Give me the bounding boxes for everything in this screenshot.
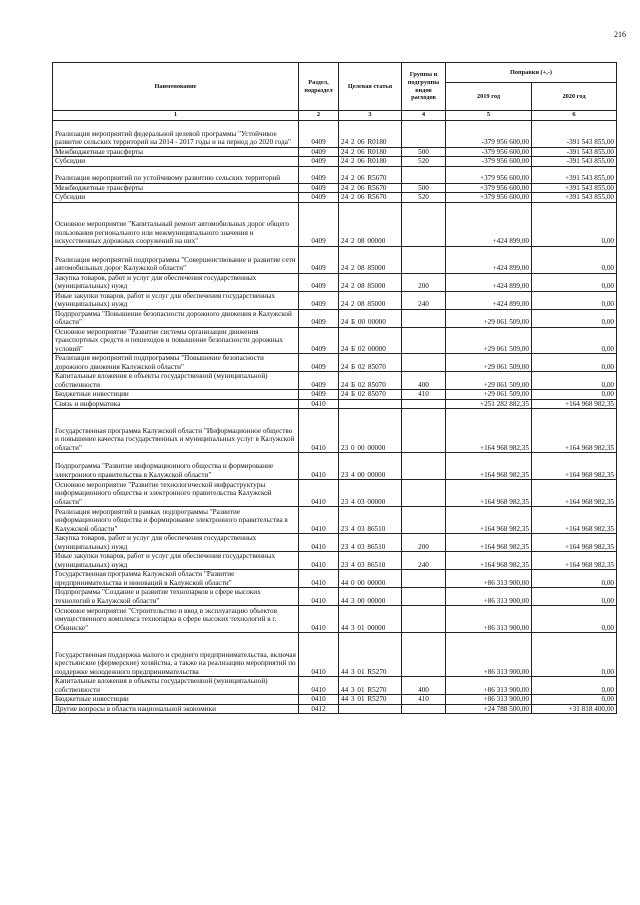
table-row — [53, 183, 617, 193]
row-amount-2019: +164 968 982,35 — [446, 534, 532, 552]
row-target-article: 24 2 08 00000 — [339, 202, 402, 246]
header-year-2019: 2019 год — [446, 83, 532, 111]
row-amount-2020: 0,00 — [532, 677, 617, 695]
row-target-article: 44 3 01 R5270 — [339, 633, 402, 677]
row-name: Государственная поддержка малого и среднего предпринимательства, включая крестьянские (фермерские) хозяйства, а также на реализацию мероприятий по поддержке молодежного предпринимательства — [53, 633, 299, 677]
row-name: Капитальные вложения в объекты государственной (муниципальной) собственности — [53, 677, 299, 695]
table-row — [53, 507, 617, 534]
row-amount-2019: +29 061 509,00 — [446, 309, 532, 327]
row-expense-type: 200 — [402, 534, 446, 552]
row-expense-type: 500 — [402, 147, 446, 157]
table-row — [53, 291, 617, 309]
column-number: 6 — [532, 111, 617, 121]
row-target-article: 23 0 00 00000 — [339, 409, 402, 453]
row-amount-2020: 0,00 — [532, 372, 617, 390]
row-target-article: 23 4 03 86510 — [339, 507, 402, 534]
row-amount-2020: +391 543 855,00 — [532, 183, 617, 193]
row-target-article: 24 2 08 85000 — [339, 273, 402, 291]
row-name: Реализация мероприятий по устойчивому развитию сельских территорий — [53, 166, 299, 183]
header-amendments: Поправки (+,-) — [446, 63, 617, 83]
row-expense-type — [402, 704, 446, 714]
row-expense-type — [402, 409, 446, 453]
table-row — [53, 399, 617, 409]
row-amount-2020: -391 543 855,00 — [532, 120, 617, 147]
row-amount-2019: +29 061 509,00 — [446, 372, 532, 390]
row-name: Основное мероприятие "Развитие технологической инфраструктуры информационного общества и электронного правительства Калужской области" — [53, 480, 299, 507]
row-section: 0409 — [299, 354, 339, 372]
row-expense-type — [402, 399, 446, 409]
table-row — [53, 534, 617, 552]
row-target-article: 44 3 01 00000 — [339, 606, 402, 633]
row-expense-type — [402, 606, 446, 633]
row-section: 0410 — [299, 552, 339, 570]
header-section: Раздел, подраздел — [299, 63, 339, 111]
row-name: Другие вопросы в области национальной экономики — [53, 704, 299, 714]
row-amount-2019: +86 313 900,00 — [446, 695, 532, 705]
row-amount-2019: -379 956 600,00 — [446, 120, 532, 147]
row-target-article: 44 0 00 00000 — [339, 570, 402, 588]
row-section: 0409 — [299, 309, 339, 327]
row-name: Иные закупки товаров, работ и услуг для обеспечения государственных (муниципальных) нужд — [53, 552, 299, 570]
row-section: 0409 — [299, 273, 339, 291]
row-section: 0410 — [299, 570, 339, 588]
row-name: Бюджетные инвестиции — [53, 390, 299, 400]
row-amount-2020: +164 968 982,35 — [532, 409, 617, 453]
row-section: 0409 — [299, 157, 339, 167]
row-target-article: 24 Б 02 85070 — [339, 354, 402, 372]
row-target-article: 24 Б 02 85070 — [339, 390, 402, 400]
row-name: Связь и информатика — [53, 399, 299, 409]
row-target-article: 23 4 00 00000 — [339, 453, 402, 480]
table-row — [53, 390, 617, 400]
row-amount-2020: +164 968 982,35 — [532, 534, 617, 552]
row-section: 0409 — [299, 202, 339, 246]
row-section: 0410 — [299, 453, 339, 480]
row-section: 0410 — [299, 534, 339, 552]
table-row — [53, 193, 617, 203]
row-amount-2020: +164 968 982,35 — [532, 507, 617, 534]
row-target-article: 24 2 06 R5670 — [339, 166, 402, 183]
row-name: Субсидии — [53, 157, 299, 167]
row-amount-2019: +86 313 900,00 — [446, 570, 532, 588]
row-target-article: 23 4 03 86510 — [339, 552, 402, 570]
row-target-article: 24 2 06 R0180 — [339, 120, 402, 147]
row-expense-type: 520 — [402, 157, 446, 167]
row-target-article: 24 2 06 R0180 — [339, 147, 402, 157]
row-amount-2019: +29 061 509,00 — [446, 327, 532, 354]
row-amount-2020: 0,00 — [532, 633, 617, 677]
row-amount-2019: +29 061 509,00 — [446, 354, 532, 372]
row-section: 0409 — [299, 291, 339, 309]
row-amount-2020: 0,00 — [532, 273, 617, 291]
row-expense-type: 520 — [402, 193, 446, 203]
row-amount-2019: +379 956 600,00 — [446, 193, 532, 203]
row-amount-2019: +86 313 900,00 — [446, 606, 532, 633]
table-row — [53, 147, 617, 157]
row-amount-2020: 0,00 — [532, 246, 617, 273]
row-amount-2020: 0,00 — [532, 309, 617, 327]
table-row — [53, 704, 617, 714]
row-name: Реализация мероприятий подпрограммы "Совершенствование и развитие сети автомобильных дорог Калужской области" — [53, 246, 299, 273]
row-target-article: 24 Б 02 00000 — [339, 327, 402, 354]
row-section: 0412 — [299, 704, 339, 714]
row-expense-type: 240 — [402, 552, 446, 570]
row-section: 0410 — [299, 480, 339, 507]
row-expense-type: 240 — [402, 291, 446, 309]
column-number: 5 — [446, 111, 532, 121]
row-amount-2019: -379 956 600,00 — [446, 147, 532, 157]
row-amount-2020: 0,00 — [532, 291, 617, 309]
row-name: Закупка товаров, работ и услуг для обеспечения государственных (муниципальных) нужд — [53, 273, 299, 291]
row-target-article: 23 4 03 00000 — [339, 480, 402, 507]
row-name: Реализация мероприятий федеральной целевой программы "Устойчивое развитие сельских территорий на 2014 - 2017 годы и на период до 2020 года" — [53, 120, 299, 147]
row-section: 0409 — [299, 372, 339, 390]
row-name: Реализация мероприятий подпрограммы "Повышение безопасности дорожного движения Калужской области" — [53, 354, 299, 372]
row-amount-2020: +391 543 855,00 — [532, 193, 617, 203]
row-target-article: 24 Б 00 00000 — [339, 309, 402, 327]
column-number: 1 — [53, 111, 299, 121]
row-expense-type: 200 — [402, 273, 446, 291]
table-row — [53, 480, 617, 507]
row-amount-2019: +164 968 982,35 — [446, 552, 532, 570]
table-row — [53, 246, 617, 273]
row-section: 0409 — [299, 193, 339, 203]
row-name: Закупка товаров, работ и услуг для обеспечения государственных (муниципальных) нужд — [53, 534, 299, 552]
table-row — [53, 453, 617, 480]
header-name: Наименование — [53, 63, 299, 111]
table-row — [53, 633, 617, 677]
row-amount-2019: +86 313 900,00 — [446, 677, 532, 695]
row-amount-2020: 0,00 — [532, 606, 617, 633]
table-row — [53, 570, 617, 588]
row-amount-2019: +251 282 882,35 — [446, 399, 532, 409]
row-expense-type: 410 — [402, 390, 446, 400]
row-expense-type — [402, 480, 446, 507]
row-name: Межбюджетные трансферты — [53, 183, 299, 193]
row-expense-type — [402, 354, 446, 372]
row-section: 0409 — [299, 390, 339, 400]
row-amount-2019: +424 899,00 — [446, 246, 532, 273]
row-section: 0410 — [299, 677, 339, 695]
row-section: 0410 — [299, 399, 339, 409]
row-expense-type — [402, 246, 446, 273]
row-name: Иные закупки товаров, работ и услуг для обеспечения государственных (муниципальных) нужд — [53, 291, 299, 309]
row-name: Основное мероприятие "Развитие системы организации движения транспортных средств и пешеходов и повышение безопасности дорожных условий" — [53, 327, 299, 354]
row-target-article — [339, 399, 402, 409]
row-amount-2020: 0,00 — [532, 588, 617, 606]
row-amount-2019: +86 313 900,00 — [446, 633, 532, 677]
row-expense-type: 410 — [402, 695, 446, 705]
row-amount-2020: 0,00 — [532, 327, 617, 354]
header-target: Целевая статья — [339, 63, 402, 111]
row-target-article: 24 Б 02 85070 — [339, 372, 402, 390]
page-number: 216 — [614, 30, 626, 39]
row-section: 0410 — [299, 606, 339, 633]
column-number: 4 — [402, 111, 446, 121]
row-target-article: 44 3 01 R5270 — [339, 695, 402, 705]
row-amount-2020: 0,00 — [532, 390, 617, 400]
row-name: Подпрограмма "Развитие информационного общества и формирование электронного правительства в Калужской области" — [53, 453, 299, 480]
row-target-article: 24 2 06 R5670 — [339, 193, 402, 203]
row-amount-2019: +424 899,00 — [446, 202, 532, 246]
table-body — [53, 120, 617, 714]
row-amount-2020: +164 968 982,35 — [532, 399, 617, 409]
row-amount-2019: +24 788 500,00 — [446, 704, 532, 714]
row-amount-2020: +391 543 855,00 — [532, 166, 617, 183]
row-section: 0410 — [299, 633, 339, 677]
row-amount-2020: 0,00 — [532, 570, 617, 588]
row-section: 0410 — [299, 507, 339, 534]
row-section: 0410 — [299, 588, 339, 606]
table-row — [53, 552, 617, 570]
row-name: Межбюджетные трансферты — [53, 147, 299, 157]
row-expense-type: 500 — [402, 183, 446, 193]
row-name: Основное мероприятие "Капитальный ремонт автомобильных дорог общего пользования регионального или межмуниципального значения и искусственных дорожных сооружений на них" — [53, 202, 299, 246]
row-amount-2019: +164 968 982,35 — [446, 409, 532, 453]
row-target-article: 24 2 08 85000 — [339, 246, 402, 273]
row-amount-2020: 0,00 — [532, 695, 617, 705]
row-expense-type — [402, 309, 446, 327]
table-row — [53, 327, 617, 354]
row-section: 0409 — [299, 327, 339, 354]
row-target-article: 24 2 08 85000 — [339, 291, 402, 309]
row-amount-2019: +164 968 982,35 — [446, 453, 532, 480]
table-row — [53, 372, 617, 390]
row-amount-2020: +164 968 982,35 — [532, 480, 617, 507]
table-row — [53, 273, 617, 291]
row-amount-2020: +164 968 982,35 — [532, 552, 617, 570]
row-amount-2019: +379 956 600,00 — [446, 183, 532, 193]
row-amount-2020: +31 818 400,00 — [532, 704, 617, 714]
row-expense-type — [402, 327, 446, 354]
row-amount-2019: +164 968 982,35 — [446, 507, 532, 534]
header-year-2020: 2020 год — [532, 83, 617, 111]
row-amount-2019: +86 313 900,00 — [446, 588, 532, 606]
row-target-article: 44 3 00 00000 — [339, 588, 402, 606]
table-row — [53, 695, 617, 705]
row-section: 0410 — [299, 409, 339, 453]
row-expense-type — [402, 588, 446, 606]
row-name: Бюджетные инвестиции — [53, 695, 299, 705]
row-amount-2019: +29 061 509,00 — [446, 390, 532, 400]
row-amount-2019: +164 968 982,35 — [446, 480, 532, 507]
row-amount-2019: -379 956 600,00 — [446, 157, 532, 167]
row-section: 0409 — [299, 246, 339, 273]
row-expense-type — [402, 202, 446, 246]
row-target-article: 24 2 06 R5670 — [339, 183, 402, 193]
table-row — [53, 166, 617, 183]
header-groups: Группы и подгруппы видов расходов — [402, 63, 446, 111]
row-target-article: 23 4 03 86510 — [339, 534, 402, 552]
row-target-article: 44 3 01 R5270 — [339, 677, 402, 695]
row-section: 0409 — [299, 147, 339, 157]
row-expense-type: 400 — [402, 677, 446, 695]
row-amount-2019: +424 899,00 — [446, 273, 532, 291]
row-section: 0409 — [299, 183, 339, 193]
row-amount-2020: -391 543 855,00 — [532, 157, 617, 167]
row-expense-type — [402, 166, 446, 183]
table-row — [53, 588, 617, 606]
row-name: Государственная программа Калужской области "Информационное общество и повышение качества государственных и муниципальных услуг в Калужской области" — [53, 409, 299, 453]
row-name: Капитальные вложения в объекты государственной (муниципальной) собственности — [53, 372, 299, 390]
row-target-article: 24 2 06 R0180 — [339, 157, 402, 167]
table-row — [53, 409, 617, 453]
row-amount-2020: 0,00 — [532, 202, 617, 246]
table-row — [53, 120, 617, 147]
table-row — [53, 309, 617, 327]
row-amount-2019: +379 956 600,00 — [446, 166, 532, 183]
budget-amendments-table — [52, 62, 617, 714]
row-expense-type — [402, 633, 446, 677]
row-expense-type: 400 — [402, 372, 446, 390]
row-amount-2020: -391 543 855,00 — [532, 147, 617, 157]
row-amount-2020: 0,00 — [532, 354, 617, 372]
row-name: Подпрограмма "Создание и развитие технопарков в сфере высоких технологий в Калужской области" — [53, 588, 299, 606]
row-amount-2019: +424 899,00 — [446, 291, 532, 309]
table-row — [53, 606, 617, 633]
row-name: Субсидии — [53, 193, 299, 203]
table-row — [53, 677, 617, 695]
row-section: 0410 — [299, 695, 339, 705]
table-row — [53, 157, 617, 167]
row-section: 0409 — [299, 120, 339, 147]
row-name: Основное мероприятие "Строительство и ввод в эксплуатацию объектов имущественного комплекса технопарка в сфере высоких технологий в г. Обнинске" — [53, 606, 299, 633]
row-expense-type — [402, 453, 446, 480]
column-number: 3 — [339, 111, 402, 121]
row-name: Реализация мероприятий в рамках подпрограммы "Развитие информационного общества и формирование электронного правительства в Калужской области" — [53, 507, 299, 534]
row-expense-type — [402, 570, 446, 588]
row-name: Подпрограмма "Повышение безопасности дорожного движения в Калужской области" — [53, 309, 299, 327]
row-expense-type — [402, 507, 446, 534]
row-target-article — [339, 704, 402, 714]
table-row — [53, 354, 617, 372]
row-amount-2020: +164 968 982,35 — [532, 453, 617, 480]
row-expense-type — [402, 120, 446, 147]
row-section: 0409 — [299, 166, 339, 183]
table-row — [53, 202, 617, 246]
row-name: Государственная программа Калужской области "Развитие предпринимательства и инноваций в Калужской области" — [53, 570, 299, 588]
column-number: 2 — [299, 111, 339, 121]
